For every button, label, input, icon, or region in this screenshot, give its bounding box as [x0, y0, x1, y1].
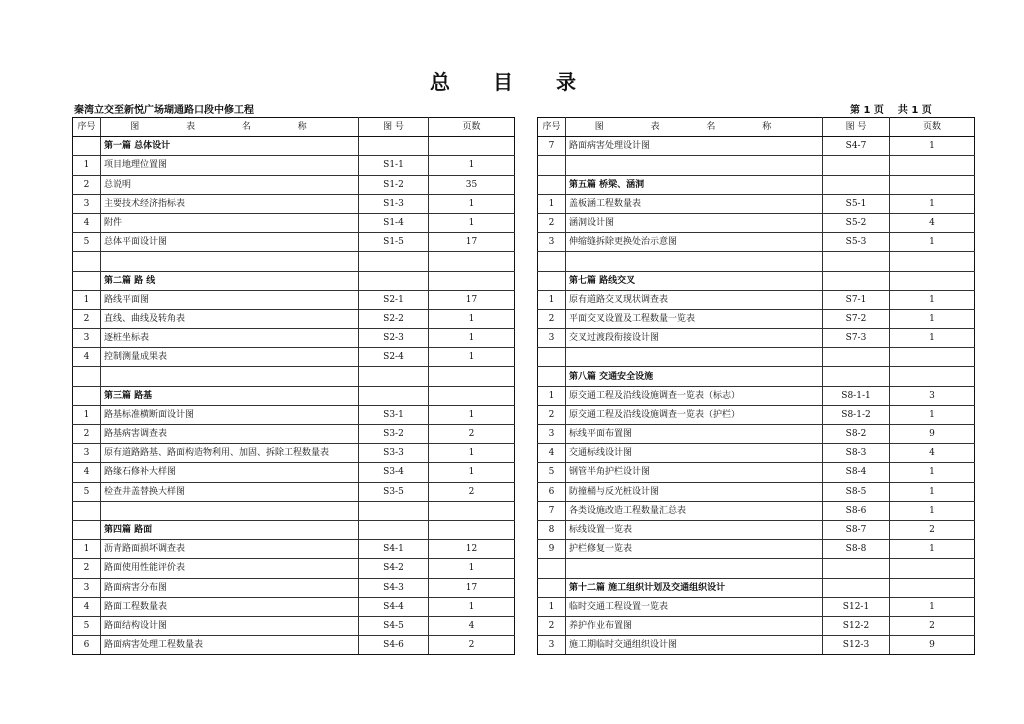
seq-cell: 1: [73, 156, 101, 175]
code-cell: S8-7: [823, 520, 890, 539]
pages-cell: 1: [890, 137, 975, 156]
name-cell: 交通标线设计图: [566, 444, 823, 463]
header-code: 图 号: [359, 118, 429, 137]
table-row: [73, 540, 515, 559]
table-row: [73, 444, 515, 463]
name-cell: [566, 156, 823, 175]
code-cell: [823, 156, 890, 175]
seq-cell: 2: [73, 425, 101, 444]
table-header-row: [538, 118, 975, 137]
seq-cell: [538, 156, 566, 175]
table-row: [73, 482, 515, 501]
code-cell: S12-2: [823, 616, 890, 635]
code-cell: S3-5: [359, 482, 429, 501]
code-cell: S8-2: [823, 425, 890, 444]
code-cell: [823, 367, 890, 386]
pages-cell: 1: [429, 213, 515, 232]
name-cell: 路线平面图: [101, 290, 359, 309]
pages-cell: [429, 137, 515, 156]
table-row: [73, 578, 515, 597]
pages-cell: 1: [429, 156, 515, 175]
name-cell: 总说明: [101, 175, 359, 194]
pages-cell: 4: [429, 616, 515, 635]
name-cell: 第四篇 路面: [101, 520, 359, 539]
table-row: [538, 233, 975, 252]
name-cell: 直线、曲线及转角表: [101, 309, 359, 328]
pages-cell: [890, 175, 975, 194]
name-cell: 标线平面布置图: [566, 425, 823, 444]
code-cell: S7-2: [823, 309, 890, 328]
table-row: [538, 309, 975, 328]
seq-cell: 3: [538, 233, 566, 252]
name-cell: 原有道路交叉现状调查表: [566, 290, 823, 309]
seq-cell: 7: [538, 137, 566, 156]
seq-cell: 4: [73, 597, 101, 616]
seq-cell: 1: [73, 540, 101, 559]
code-cell: S8-5: [823, 482, 890, 501]
name-cell: 项目地理位置图: [101, 156, 359, 175]
code-cell: S1-1: [359, 156, 429, 175]
code-cell: S5-3: [823, 233, 890, 252]
code-cell: S12-1: [823, 597, 890, 616]
pages-cell: 3: [890, 386, 975, 405]
header-seq: 序号: [538, 118, 566, 137]
table-row: [538, 386, 975, 405]
pages-cell: 1: [890, 597, 975, 616]
table-row: [73, 463, 515, 482]
name-cell: 临时交通工程设置一览表: [566, 597, 823, 616]
name-cell: 路面病害分布图: [101, 578, 359, 597]
seq-cell: 1: [538, 386, 566, 405]
name-cell: 伸缩缝拆除更换处治示意图: [566, 233, 823, 252]
pages-cell: 1: [890, 329, 975, 348]
seq-cell: 1: [538, 194, 566, 213]
seq-cell: [538, 175, 566, 194]
seq-cell: 3: [538, 425, 566, 444]
code-cell: S4-7: [823, 137, 890, 156]
pages-cell: 1: [429, 329, 515, 348]
pages-cell: 1: [890, 463, 975, 482]
name-cell: 养护作业布置图: [566, 616, 823, 635]
pages-cell: [429, 252, 515, 271]
code-cell: [359, 137, 429, 156]
name-cell: [101, 501, 359, 520]
code-cell: [359, 520, 429, 539]
code-cell: [359, 252, 429, 271]
name-cell: 护栏修复一览表: [566, 540, 823, 559]
pages-cell: 2: [429, 636, 515, 655]
pages-cell: [890, 367, 975, 386]
name-cell: [566, 559, 823, 578]
section-row: [538, 175, 975, 194]
table-row: [73, 616, 515, 635]
name-cell: 原交通工程及沿线设施调查一览表（护栏）: [566, 405, 823, 424]
page-info: 第 1 页 共 1 页: [850, 105, 932, 116]
pages-cell: [890, 578, 975, 597]
header-seq: 序号: [73, 118, 101, 137]
seq-cell: [538, 578, 566, 597]
table-row: [538, 501, 975, 520]
table-row: [73, 194, 515, 213]
name-cell: 路面结构设计图: [101, 616, 359, 635]
pages-cell: 17: [429, 233, 515, 252]
seq-cell: [73, 252, 101, 271]
name-cell: 第十二篇 施工组织计划及交通组织设计: [566, 578, 823, 597]
seq-cell: 2: [538, 213, 566, 232]
pages-cell: 35: [429, 175, 515, 194]
code-cell: [823, 271, 890, 290]
table-row: [538, 482, 975, 501]
code-cell: S4-5: [359, 616, 429, 635]
header-code: 图 号: [823, 118, 890, 137]
name-cell: 路面工程数量表: [101, 597, 359, 616]
name-cell: [566, 348, 823, 367]
seq-cell: 5: [73, 233, 101, 252]
code-cell: S2-1: [359, 290, 429, 309]
pages-cell: 4: [890, 444, 975, 463]
seq-cell: 1: [538, 597, 566, 616]
table-row: [538, 540, 975, 559]
section-row: [73, 386, 515, 405]
seq-cell: 2: [538, 309, 566, 328]
seq-cell: 3: [73, 329, 101, 348]
name-cell: 第二篇 路 线: [101, 271, 359, 290]
seq-cell: 3: [73, 444, 101, 463]
pages-cell: 17: [429, 578, 515, 597]
seq-cell: [73, 501, 101, 520]
seq-cell: [538, 252, 566, 271]
pages-cell: 17: [429, 290, 515, 309]
name-cell: 第一篇 总体设计: [101, 137, 359, 156]
seq-cell: 3: [73, 578, 101, 597]
pages-cell: 9: [890, 425, 975, 444]
pages-cell: 1: [429, 444, 515, 463]
code-cell: S12-3: [823, 636, 890, 655]
code-cell: [823, 252, 890, 271]
pages-cell: 1: [429, 597, 515, 616]
pages-cell: 2: [890, 616, 975, 635]
seq-cell: 5: [73, 616, 101, 635]
code-cell: S4-1: [359, 540, 429, 559]
name-cell: 盖板涵工程数量表: [566, 194, 823, 213]
table-row: [538, 636, 975, 655]
name-cell: [566, 252, 823, 271]
code-cell: S3-2: [359, 425, 429, 444]
table-header-row: [73, 118, 515, 137]
pages-cell: 4: [890, 213, 975, 232]
name-cell: 路面病害处理设计图: [566, 137, 823, 156]
code-cell: [359, 271, 429, 290]
pages-cell: 12: [429, 540, 515, 559]
pages-cell: 2: [429, 482, 515, 501]
seq-cell: 2: [73, 309, 101, 328]
code-cell: [359, 386, 429, 405]
pages-cell: [890, 348, 975, 367]
pages-cell: [890, 252, 975, 271]
blank-row: [538, 559, 975, 578]
pages-cell: 1: [890, 540, 975, 559]
name-cell: 标线设置一览表: [566, 520, 823, 539]
code-cell: S1-3: [359, 194, 429, 213]
table-row: [538, 425, 975, 444]
name-cell: 第三篇 路基: [101, 386, 359, 405]
seq-cell: 6: [73, 636, 101, 655]
pages-cell: 1: [890, 233, 975, 252]
name-cell: 路面使用性能评价表: [101, 559, 359, 578]
pages-cell: 2: [429, 425, 515, 444]
table-row: [73, 425, 515, 444]
name-cell: 附件: [101, 213, 359, 232]
section-row: [538, 271, 975, 290]
table-row: [73, 329, 515, 348]
pages-cell: [429, 520, 515, 539]
table-row: [73, 290, 515, 309]
seq-cell: 8: [538, 520, 566, 539]
table-row: [73, 309, 515, 328]
pages-cell: [429, 271, 515, 290]
seq-cell: 3: [538, 636, 566, 655]
pages-cell: 1: [890, 290, 975, 309]
name-cell: 原交通工程及沿线设施调查一览表（标志）: [566, 386, 823, 405]
pages-cell: 1: [429, 463, 515, 482]
table-row: [538, 616, 975, 635]
table-row: [538, 520, 975, 539]
pages-cell: [890, 271, 975, 290]
blank-row: [538, 348, 975, 367]
pages-cell: 1: [429, 194, 515, 213]
code-cell: S8-4: [823, 463, 890, 482]
seq-cell: 9: [538, 540, 566, 559]
name-cell: 第五篇 桥梁、涵洞: [566, 175, 823, 194]
code-cell: [823, 559, 890, 578]
name-cell: 交叉过渡段衔接设计图: [566, 329, 823, 348]
code-cell: S8-1-2: [823, 405, 890, 424]
pages-cell: 1: [890, 405, 975, 424]
name-cell: 各类设施改造工程数量汇总表: [566, 501, 823, 520]
seq-cell: 3: [538, 329, 566, 348]
name-cell: 检查井盖替换大样图: [101, 482, 359, 501]
name-cell: 控制测量成果表: [101, 348, 359, 367]
table-row: [73, 175, 515, 194]
name-cell: 逐桩坐标表: [101, 329, 359, 348]
name-cell: 第八篇 交通安全设施: [566, 367, 823, 386]
code-cell: S4-3: [359, 578, 429, 597]
section-row: [538, 578, 975, 597]
seq-cell: 2: [73, 175, 101, 194]
seq-cell: 4: [73, 463, 101, 482]
section-row: [73, 520, 515, 539]
pages-cell: 1: [429, 348, 515, 367]
pages-cell: 1: [890, 194, 975, 213]
seq-cell: [73, 386, 101, 405]
name-cell: [101, 252, 359, 271]
code-cell: [359, 501, 429, 520]
section-row: [73, 271, 515, 290]
name-cell: 涵洞设计图: [566, 213, 823, 232]
code-cell: S5-2: [823, 213, 890, 232]
pages-cell: [890, 559, 975, 578]
pages-cell: [429, 386, 515, 405]
name-cell: 路面病害处理工程数量表: [101, 636, 359, 655]
table-row: [73, 559, 515, 578]
seq-cell: 1: [73, 290, 101, 309]
name-cell: 施工期临时交通组织设计图: [566, 636, 823, 655]
pages-cell: [890, 156, 975, 175]
section-row: [538, 367, 975, 386]
seq-cell: 4: [538, 444, 566, 463]
seq-cell: [73, 271, 101, 290]
table-row: [73, 213, 515, 232]
header-pages: 页数: [429, 118, 515, 137]
seq-cell: 3: [73, 194, 101, 213]
project-name: 秦湾立交至新悦广场瑚通路口段中修工程: [74, 105, 254, 116]
code-cell: S3-4: [359, 463, 429, 482]
name-cell: 路缘石修补大样图: [101, 463, 359, 482]
code-cell: S3-1: [359, 405, 429, 424]
seq-cell: [73, 137, 101, 156]
table-row: [538, 405, 975, 424]
table-row: [538, 213, 975, 232]
pages-cell: [429, 501, 515, 520]
name-cell: 防撞桶与反光桩设计图: [566, 482, 823, 501]
code-cell: S2-4: [359, 348, 429, 367]
name-cell: 沥青路面损坏调查表: [101, 540, 359, 559]
header-name: 图 表 名 称: [566, 118, 823, 137]
seq-cell: 4: [73, 213, 101, 232]
blank-row: [73, 501, 515, 520]
table-row: [538, 463, 975, 482]
pages-cell: 9: [890, 636, 975, 655]
code-cell: S4-6: [359, 636, 429, 655]
table-row: [73, 156, 515, 175]
seq-cell: 2: [538, 616, 566, 635]
name-cell: 原有道路路基、路面构造物利用、加固、拆除工程数量表: [101, 444, 359, 463]
code-cell: [823, 578, 890, 597]
table-row: [538, 597, 975, 616]
seq-cell: 5: [538, 463, 566, 482]
code-cell: S4-4: [359, 597, 429, 616]
name-cell: 路基病害调查表: [101, 425, 359, 444]
table-row: [538, 444, 975, 463]
code-cell: S4-2: [359, 559, 429, 578]
header-name: 图 表 名 称: [101, 118, 359, 137]
table-row: [73, 233, 515, 252]
toc-table-right: [537, 117, 975, 655]
document-title: 总 目 录: [430, 70, 594, 94]
name-cell: 主要技术经济指标表: [101, 194, 359, 213]
code-cell: [823, 175, 890, 194]
seq-cell: 2: [538, 405, 566, 424]
seq-cell: [538, 367, 566, 386]
name-cell: 钢管半角护栏设计图: [566, 463, 823, 482]
table-row: [538, 329, 975, 348]
code-cell: S3-3: [359, 444, 429, 463]
blank-row: [538, 252, 975, 271]
code-cell: [823, 348, 890, 367]
pages-cell: 1: [890, 501, 975, 520]
seq-cell: 6: [538, 482, 566, 501]
name-cell: [101, 367, 359, 386]
seq-cell: 4: [73, 348, 101, 367]
code-cell: S1-4: [359, 213, 429, 232]
pages-cell: 2: [890, 520, 975, 539]
name-cell: 第七篇 路线交叉: [566, 271, 823, 290]
table-row: [73, 636, 515, 655]
seq-cell: [538, 559, 566, 578]
name-cell: 平面交叉设置及工程数量一览表: [566, 309, 823, 328]
pages-cell: [429, 367, 515, 386]
code-cell: S2-3: [359, 329, 429, 348]
code-cell: S8-6: [823, 501, 890, 520]
seq-cell: 7: [538, 501, 566, 520]
seq-cell: 1: [73, 405, 101, 424]
code-cell: S5-1: [823, 194, 890, 213]
seq-cell: [538, 348, 566, 367]
pages-cell: 1: [890, 309, 975, 328]
table-row: [73, 597, 515, 616]
pages-cell: 1: [890, 482, 975, 501]
code-cell: S8-1-1: [823, 386, 890, 405]
pages-cell: 1: [429, 405, 515, 424]
table-row: [538, 137, 975, 156]
code-cell: S1-2: [359, 175, 429, 194]
seq-cell: 1: [538, 290, 566, 309]
code-cell: S1-5: [359, 233, 429, 252]
code-cell: S7-3: [823, 329, 890, 348]
seq-cell: 5: [73, 482, 101, 501]
code-cell: S8-3: [823, 444, 890, 463]
seq-cell: 2: [73, 559, 101, 578]
pages-cell: 1: [429, 559, 515, 578]
table-row: [73, 348, 515, 367]
table-row: [538, 194, 975, 213]
code-cell: S7-1: [823, 290, 890, 309]
blank-row: [73, 252, 515, 271]
blank-row: [538, 156, 975, 175]
name-cell: 总体平面设计图: [101, 233, 359, 252]
table-row: [73, 405, 515, 424]
table-row: [538, 290, 975, 309]
seq-cell: [73, 367, 101, 386]
toc-table-left: [72, 117, 515, 655]
section-row: [73, 137, 515, 156]
code-cell: S8-8: [823, 540, 890, 559]
code-cell: S2-2: [359, 309, 429, 328]
pages-cell: 1: [429, 309, 515, 328]
seq-cell: [73, 520, 101, 539]
seq-cell: [538, 271, 566, 290]
name-cell: 路基标准横断面设计图: [101, 405, 359, 424]
header-pages: 页数: [890, 118, 975, 137]
code-cell: [359, 367, 429, 386]
blank-row: [73, 367, 515, 386]
